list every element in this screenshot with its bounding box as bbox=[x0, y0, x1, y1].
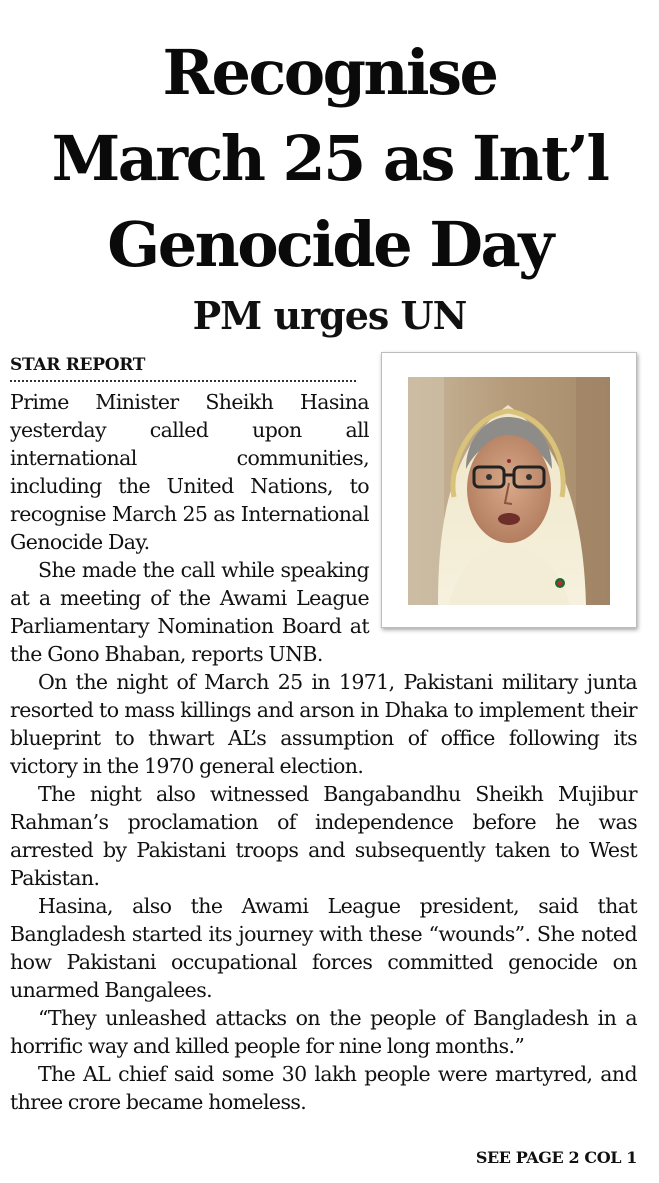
subheadline: PM urges UN bbox=[192, 293, 467, 338]
paragraph: On the night of March 25 in 1971, Pakistani military junta resorted to mass killings and arson in Dhaka to implement their blueprint to thwart AL’s assumption of office following its victory in the 1970 general election. bbox=[10, 670, 637, 778]
headline-line-1: Recognise bbox=[162, 36, 497, 109]
portrait-image bbox=[408, 377, 610, 605]
headline bbox=[0, 0, 659, 288]
byline-divider bbox=[10, 380, 356, 382]
paragraph: “They unleashed attacks on the people of Bangladesh in a horrific way and killed people for nine long months.” bbox=[10, 1006, 637, 1058]
headline-line-3: Genocide Day bbox=[107, 208, 552, 281]
article bbox=[0, 352, 659, 1116]
portrait-photo bbox=[381, 352, 637, 628]
headline-line-2: March 25 as Int’l bbox=[51, 122, 608, 195]
byline: STAR REPORT bbox=[10, 355, 146, 375]
paragraph: The night also witnessed Bangabandhu Sheikh Mujibur Rahman’s proclamation of independence before he was arrested by Pakistani troops and subsequently taken to West Pakistan. bbox=[10, 782, 637, 890]
paragraph: Prime Minister Sheikh Hasina yesterday called upon all international communities, including the United Nations, to recognise March 25 as International Genocide Day. bbox=[10, 390, 369, 554]
paragraph: She made the call while speaking at a meeting of the Awami League Parliamentary Nomination Board at the Gono Bhaban, reports UNB. bbox=[10, 558, 369, 666]
continued-on-page-link[interactable]: SEE PAGE 2 COL 1 bbox=[475, 1148, 637, 1167]
paragraph: Hasina, also the Awami League president, said that Bangladesh started its journey with these “wounds”. She noted how Pakistani occupational forces committed genocide on unarmed Bangalees. bbox=[10, 894, 637, 1002]
paragraph: The AL chief said some 30 lakh people were martyred, and three crore became homeless. bbox=[10, 1062, 637, 1114]
